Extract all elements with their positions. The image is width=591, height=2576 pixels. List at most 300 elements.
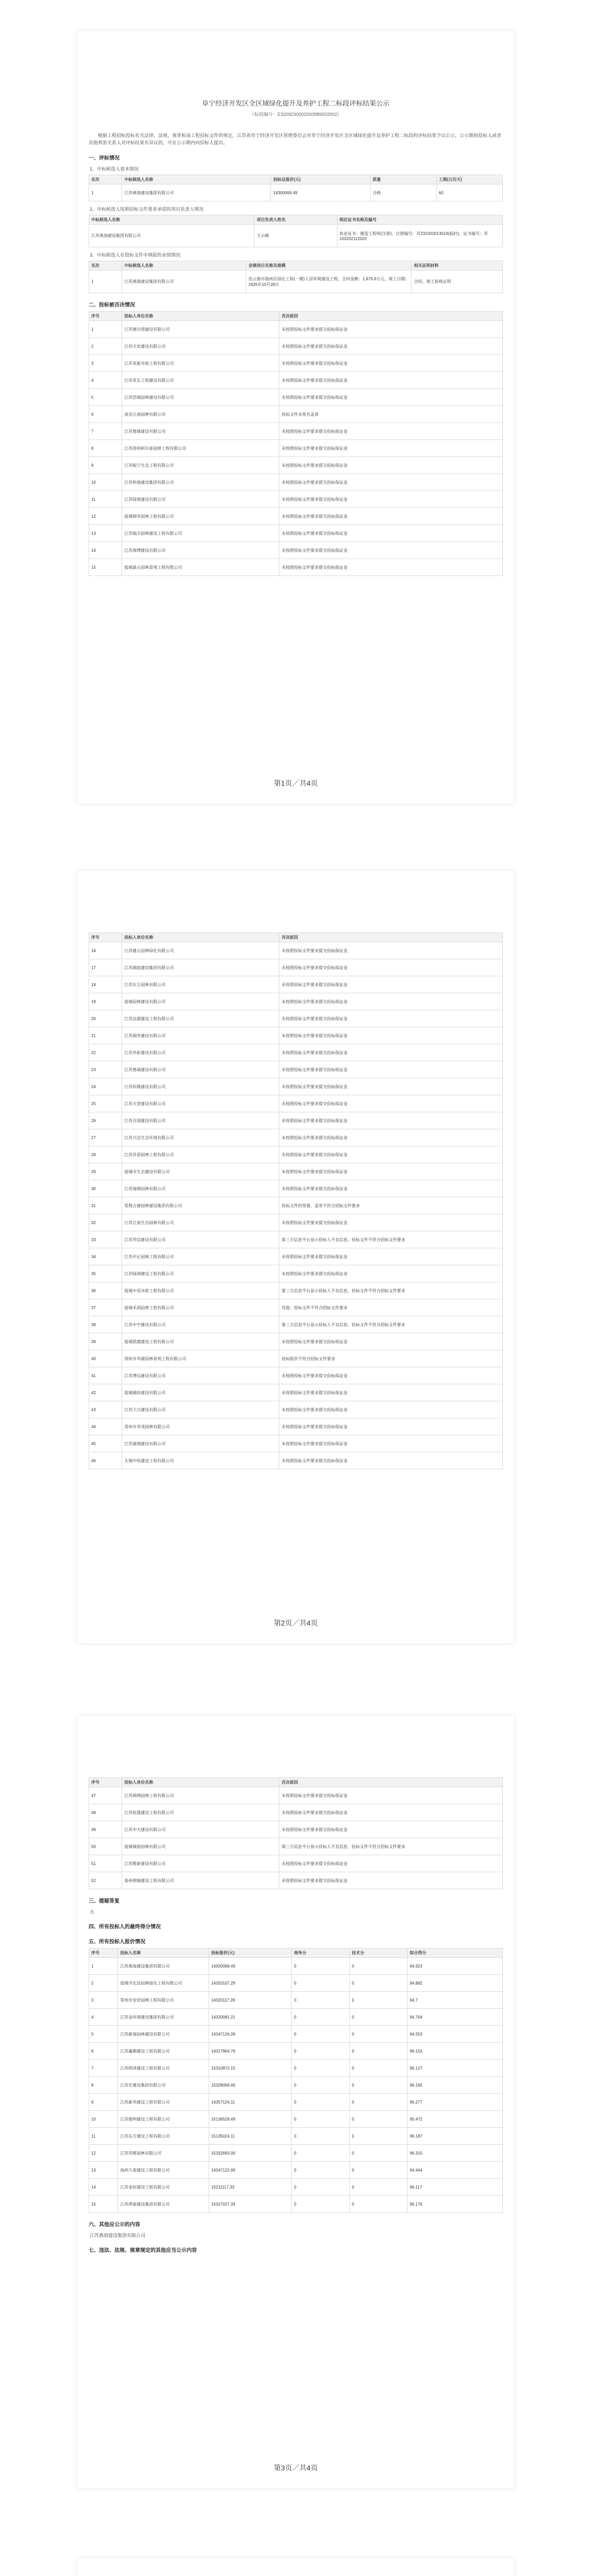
cell: 0 [292,2179,349,2196]
cell: 15211117.33 [209,2179,292,2196]
th: 质量 [370,175,436,184]
cell: 6 [89,2043,118,2060]
cell: 29 [89,1163,122,1180]
th: 业绩项目名称及规模 [246,261,412,270]
table-row [89,491,503,508]
cell: 0 [349,2009,407,2026]
cell: 96.315 [408,2145,503,2162]
table-row [89,1958,503,1975]
section-5-title: 五、所有投标人报价情况 [89,1939,145,1945]
table-row [89,1180,503,1197]
cell: 未按照投标文件要求提交投标保证金 [279,1129,503,1146]
table-row [89,2196,503,2213]
table-row [89,525,503,542]
cell: 3 [89,355,122,372]
cell: 未按照投标文件要求提交投标保证金 [279,321,503,338]
table-row [89,1787,503,1804]
cell: 未按照投标文件要求提交投标保证金 [279,942,503,959]
th: 中标候选人名称 [89,215,255,225]
cell: 14357124.11 [209,2094,292,2111]
cell: 江苏鸿泰建设集团有限公司 [118,2196,209,2213]
cell: 0 [292,1975,349,1992]
table-row [89,1992,503,2009]
cell: 江苏康城建设有限公司 [122,1435,279,1452]
table-row [89,1095,503,1112]
cell: 未按照投标文件要求提交投标保证金 [279,1452,503,1469]
cell: 0 [349,2060,407,2077]
cell: 15136528.49 [209,2111,292,2128]
cell: 15 [89,2196,118,2213]
cell: 42 [89,1384,122,1401]
cell: 94.764 [408,2009,503,2026]
cell: 0 [349,2043,407,2060]
doc-code: （标段编号：E3209230002000989002002） [249,112,342,117]
manager-table [89,215,503,247]
cell: 50 [89,1838,122,1855]
cell: 江苏维新建设有限公司 [122,1855,279,1872]
cell: 江苏瑞华建设有限公司 [122,1027,279,1044]
cell: 未按照投标文件要求提交投标保证金 [279,474,503,491]
cell: 0 [292,2094,349,2111]
cell: 未按照投标文件要求提交投标保证金 [279,423,503,440]
cell: 1 [89,321,122,338]
cell: 0 [349,2111,407,2128]
cell: 0 [292,2077,349,2094]
cell: 14317964.76 [209,2043,292,2060]
cell: 未按照投标文件要求提交投标保证金 [279,1265,503,1282]
cell: 江苏华信建设有限公司 [122,1231,279,1248]
cell: 96.153 [408,2043,503,2060]
cell: 未按照投标文件要求提交投标保证金 [279,1180,503,1197]
table-row [89,1838,503,1855]
table-row [89,270,503,293]
table-row [89,2128,503,2145]
cell: 第三方信息平台显示投标人不良信息，投标文件不符合招标文件要求 [279,1316,503,1333]
table-row [89,2111,503,2128]
cell: 未按照投标文件要求提交投标保证金 [279,1112,503,1129]
th: 序号 [89,1948,118,1958]
table-row [89,1112,503,1129]
cell: 江苏宏建设集团有限公司 [118,2077,209,2094]
cell: 1 [89,1958,118,1975]
cell: 0 [349,2094,407,2111]
cell: 25 [89,1095,122,1112]
cell: 江苏江南生态园林有限公司 [122,1214,279,1231]
cell: 49 [89,1821,122,1838]
cell: 4 [89,2009,118,2026]
cell: 14320107.29 [209,1975,292,1992]
section-1-2: 2、中标候选人按照招标文件要求承诺的项目负责人情况 [90,207,204,212]
section-1-3: 3、中标候选人在投标文件中填报的业绩情况 [90,252,181,258]
cell: 江苏绿洲建设工程有限公司 [122,1265,279,1282]
cell: 40 [89,1350,122,1367]
table-row [89,440,503,457]
cell: 江苏达源建设工程有限公司 [122,1010,279,1027]
cell: 14300069.49 [209,1958,292,1975]
cell: 投标报价不符合招标文件要求 [279,1350,503,1367]
table-row [89,406,503,423]
section-1-1: 1、中标候选人基本情况 [90,166,139,172]
table-row [89,389,503,406]
page-1 [77,31,514,804]
cell: 0 [349,2179,407,2196]
cell: 14320081.21 [209,2009,292,2026]
cell: 盐城禾润园林工程有限公司 [122,1299,279,1316]
table-row [89,1401,503,1418]
cell: 江苏百润建设有限公司 [122,1112,279,1129]
cell: 3 [89,1992,118,2009]
cell: 未按照投标文件要求提交投标保证金 [279,1214,503,1231]
cell: 未按照投标文件要求提交投标保证金 [279,1787,503,1804]
section-4-title: 四、所有投标人的最终得分情况 [89,1924,161,1930]
cell: 未按照投标文件要求提交投标保证金 [279,1248,503,1265]
reject-table-2 [89,933,503,1469]
cell: 0 [292,2196,349,2213]
th: 中标候选人名称 [122,175,271,184]
cell: 11 [89,491,122,508]
cell: 0 [349,2077,407,2094]
table-row [89,2077,503,2094]
cell: 17 [89,959,122,976]
cell: 0 [349,1975,407,1992]
table-row [89,976,503,993]
cell: 第三方信息平台显示投标人不良信息，投标文件不符合招标文件要求 [279,1838,503,1855]
cell: 未按照投标文件要求提交投标保证金 [279,1855,503,1872]
cell: 连云港市海州区绿化工程(一期)人居环境建设工程，合同金额：1,879.6万元，竣工日期：2025年10月28日 [246,270,412,293]
candidate-table [89,175,503,201]
cell: 14347126.09 [209,2026,292,2043]
cell: 无锡中恒建设工程有限公司 [122,1452,279,1469]
cell: 39 [89,1333,122,1350]
page-footer: 第2页／共4页 [274,1619,318,1627]
table-row [89,1197,503,1214]
table-row [89,1418,503,1435]
cell: 14 [89,542,122,559]
cell: 未按照投标文件要求提交投标保证金 [279,1435,503,1452]
section-2-title: 二、投标被否决情况 [89,302,135,308]
cell: 15328069.46 [209,2077,292,2094]
cell: 常州市华茂园林有限公司 [122,1418,279,1435]
cell: 96.117 [408,2179,503,2196]
table-row [89,2026,503,2043]
cell: 未按照投标文件要求提交投标保证金 [279,1146,503,1163]
th: 相关证明材料 [412,261,503,270]
table-row [89,1855,503,1872]
cell: 扬州久泰建设工程有限公司 [118,2162,209,2179]
cell: 江苏亚东工程建设有限公司 [122,372,279,389]
cell: 江苏锦绣园林工程有限公司 [122,1787,279,1804]
cell: 未按照投标文件要求提交投标保证金 [279,491,503,508]
table-row [89,423,503,440]
cell: 0 [292,2128,349,2145]
table-row [89,2043,503,2060]
cell: 0 [292,2162,349,2179]
cell: 0 [292,2043,349,2060]
cell: 5 [89,389,122,406]
cell: 96.165 [408,2077,503,2094]
cell: 33 [89,1231,122,1248]
cell: 江苏燕海建设集团有限公司 [118,1958,209,1975]
cell: 30 [89,1180,122,1197]
cell: 江苏苏景园林工程有限公司 [122,1146,279,1163]
cell: 15 [89,559,122,576]
table-row [89,457,503,474]
section-7-title: 七、违法、法规、规章规定的其他应当公示内容 [89,2248,197,2253]
cell: 1 [89,270,122,293]
cell: 第三方信息平台显示投标人不良信息，投标文件不符合招标文件要求 [279,1231,503,1248]
cell: 未按照投标文件要求提交投标保证金 [279,1418,503,1435]
cell: 未按照投标文件要求提交投标保证金 [279,389,503,406]
cell: 26 [89,1112,122,1129]
cell: 江苏亚振市政工程有限公司 [122,355,279,372]
th: 投标报价(元) [209,1948,292,1958]
th: 工期(日历天) [436,175,503,184]
cell: 0 [349,2145,407,2162]
table-row [89,372,503,389]
th: 投标人单位名称 [122,1778,279,1787]
table-row [89,2009,503,2026]
section-3-title: 三、提疑答复 [89,1899,120,1904]
cell: 37 [89,1299,122,1316]
cell: 41 [89,1367,122,1384]
cell: 95.472 [408,2111,503,2128]
cell: 江苏徐州阿尔泰园林工程有限公司 [122,440,279,457]
cell: 江苏华彩建设有限公司 [122,1044,279,1061]
cell: 48 [89,1804,122,1821]
cell: 14320117.28 [209,1992,292,2009]
cell: 6 [89,406,122,423]
cell: 9 [89,457,122,474]
cell: 未按照投标文件要求提交投标保证金 [279,1333,503,1350]
cell: 15135024.11 [209,2128,292,2145]
cell: 0 [349,1992,407,2009]
cell: 南京江南园林有限公司 [122,406,279,423]
cell: 0 [292,2060,349,2077]
cell: 未按照投标文件要求提交投标保证金 [279,1095,503,1112]
cell: 未按照投标文件要求提交投标保证金 [279,338,503,355]
section-6-body: 江苏燕海建设集团有限公司 [90,2233,146,2238]
table-row [89,1231,503,1248]
th: 投标总报价(元) [271,175,370,184]
cell: 0 [292,2145,349,2162]
section-3-body: 无 [90,1909,95,1914]
cell: 14347122.99 [209,2162,292,2179]
cell: 12 [89,2145,118,2162]
table-row [89,1316,503,1333]
cell: 江苏大兴建设有限公司 [122,1401,279,1418]
cell: 13 [89,2162,118,2179]
cell: 22 [89,1044,122,1061]
cell: 0 [349,2162,407,2179]
cell: 94.553 [408,2026,503,2043]
table-row [89,1435,503,1452]
table-row [89,1214,503,1231]
table-row [89,1129,503,1146]
cell: 未按照投标文件要求提交投标保证金 [279,1027,503,1044]
cell: 1 [89,184,122,201]
cell: 泰州锦城建设工程有限公司 [122,1872,279,1889]
cell: 未按照投标文件要求提交投标保证金 [279,525,503,542]
cell: 常州市安居园林工程有限公司 [118,1992,209,2009]
table-row [89,1163,503,1180]
cell: 15317027.33 [209,2196,292,2213]
cell: 未按照投标文件要求提交投标保证金 [279,372,503,389]
table-row [89,1299,503,1316]
cell: 未按照投标文件要求提交投标保证金 [279,1804,503,1821]
cell: 0 [292,1958,349,1975]
cell: 5 [89,2026,118,2043]
cell: 江苏金恒建设工程有限公司 [118,2179,209,2196]
cell: 江苏东方园林有限公司 [122,976,279,993]
table-row [89,1010,503,1027]
cell: 江苏绿苑建设有限公司 [122,491,279,508]
cell: 合格 [370,184,436,201]
cell: 盐城园林建设有限公司 [122,993,279,1010]
performance-table [89,261,503,293]
cell: 94.7 [408,1992,503,2009]
cell: 江苏燕海建设集团有限公司 [89,225,255,247]
cell: 执业证书：建造工程师(注册)，注册编号：苏232202013014(临时)，证书编号：苏103202112020 [337,225,502,247]
cell: 王云峰 [255,225,337,247]
cell: 投标文件未签名盖章 [279,406,503,423]
cell: 51 [89,1855,122,1872]
cell: 江苏新华建设工程有限公司 [118,2094,209,2111]
cell: 江苏燕海建设集团有限公司 [122,184,271,201]
cell: 未按照投标文件要求提交投标保证金 [279,1401,503,1418]
cell: 盐城锦华园林工程有限公司 [122,508,279,525]
th: 投标人名称 [118,1948,209,1958]
cell: 未按照投标文件要求提交投标保证金 [279,1061,503,1078]
cell: 0 [292,2111,349,2128]
th: 否决原因 [279,312,503,321]
cell: 盐城市宏达园林绿化工程有限公司 [118,1975,209,1992]
cell: 未按照投标文件要求提交投标保证金 [279,1010,503,1027]
table-row [89,1821,503,1838]
table-row [89,1248,503,1265]
cell: 江苏瑞丰园林建设工程有限公司 [122,525,279,542]
cell: 江苏振宁生态工程有限公司 [122,457,279,474]
cell: 江苏浩城园林建设有限公司 [122,389,279,406]
th: 序号 [89,312,122,321]
table-row [89,1384,503,1401]
cell: 11 [89,2128,118,2145]
cell: 未按照投标文件要求提交投标保证金 [279,559,503,576]
table-row [89,1061,503,1078]
cell: 35 [89,1265,122,1282]
th: 综合得分 [408,1948,503,1958]
cell: 江苏东方建设工程有限公司 [118,2128,209,2145]
cell: 10 [89,2111,118,2128]
section-6-title: 六、其他应公示的内容 [89,2222,140,2228]
cell: 第三方信息平台显示投标人不良信息，投标文件不符合招标文件要求 [279,1282,503,1299]
cell: 盐城中昊市政工程有限公司 [122,1282,279,1299]
table-row [89,1078,503,1095]
cell: 15332693.00 [209,2145,292,2162]
page-3 [77,1716,514,2488]
table-row [89,2145,503,2162]
cell: 江苏德诚建设有限公司 [122,1061,279,1078]
cell: 盐城嘉元园林景观工程有限公司 [122,559,279,576]
cell: 94.882 [408,1975,503,1992]
cell: 未按照投标文件要求提交投标保证金 [279,457,503,474]
th: 投标人单位名称 [122,312,279,321]
cell: 江苏德尔塔建设有限公司 [122,321,279,338]
cell: 20 [89,1010,122,1027]
table-row [89,508,503,525]
th: 项目负责人姓名 [255,215,337,225]
table-row [89,1804,503,1821]
cell: 31 [89,1197,122,1214]
th: 序号 [89,933,122,942]
cell: 江苏燕海建设集团有限公司 [122,270,246,293]
table-row [89,1975,503,1992]
cell: 34 [89,1248,122,1265]
cell: 21 [89,1027,122,1044]
reject-table-1 [89,311,503,576]
cell: 江苏建元园林绿化有限公司 [122,942,279,959]
cell: 0 [349,1958,407,1975]
bid-table [89,1948,503,2213]
table-row [89,321,503,338]
cell: 未按照投标文件要求提交投标保证金 [279,1044,503,1061]
cell: 2 [89,338,122,355]
cell: 未按照投标文件要求提交投标保证金 [279,355,503,372]
cell: 江苏海博建设有限公司 [122,542,279,559]
cell: 24 [89,1078,122,1095]
cell: 94.923 [408,1958,503,1975]
cell: 江苏中正园林工程有限公司 [122,1248,279,1265]
table-row [89,2060,503,2077]
cell: 江苏瑞庭建设集团有限公司 [122,959,279,976]
cell: 江苏天誉建设有限公司 [122,1095,279,1112]
cell: 45 [89,1435,122,1452]
cell: 江苏中宇建设有限公司 [122,1316,279,1333]
cell: 盐城城苑园林有限公司 [122,1838,279,1855]
table-row [89,1265,503,1282]
cell: 18 [89,976,122,993]
cell: 12 [89,508,122,525]
page-footer: 第1页／共4页 [274,779,318,787]
cell: 江苏楚鼎建设有限公司 [122,423,279,440]
th: 相应证书名称及编号 [337,215,502,225]
cell: 未按照投标文件要求提交投标保证金 [279,1078,503,1095]
intro-paragraph: 根据工程招标投标有关法律、法规、规章和该工程招标文件的规定，江苏省阜宁经济开发区管理委员会对阜宁经济开发区全区域绿化提升及养护工程二标段的评标结果予以公示，公示期间投标人或者其他利害关系人对评标结果有异议的，可在公示期内向招标人提出。 [89,133,502,145]
cell: 未按照投标文件要求提交投标保证金 [279,976,503,993]
table-row [89,225,503,247]
cell: 52 [89,1872,122,1889]
cell: 未按照投标文件要求提交投标保证金 [279,1367,503,1384]
cell: 43 [89,1401,122,1418]
cell: 9 [89,2094,118,2111]
cell: 江苏天安建设有限公司 [122,338,279,355]
th: 中标候选人名称 [122,261,246,270]
table-row [89,1367,503,1384]
cell: 27 [89,1129,122,1146]
cell: 未按照投标文件要求提交投标保证金 [279,993,503,1010]
cell: 60 [436,184,503,201]
th: 名次 [89,261,122,270]
table-row [89,1350,503,1367]
cell: 徐州市华源园林景观工程有限公司 [122,1350,279,1367]
page-2 [77,871,514,1643]
cell: 13 [89,525,122,542]
cell: 15310872.15 [209,2060,292,2077]
cell: 江苏明泽建设工程有限公司 [118,2060,209,2077]
cell: 未按照投标文件要求提交投标保证金 [279,959,503,976]
table-row [89,355,503,372]
cell: 10 [89,474,122,491]
cell: 0 [349,2196,407,2213]
